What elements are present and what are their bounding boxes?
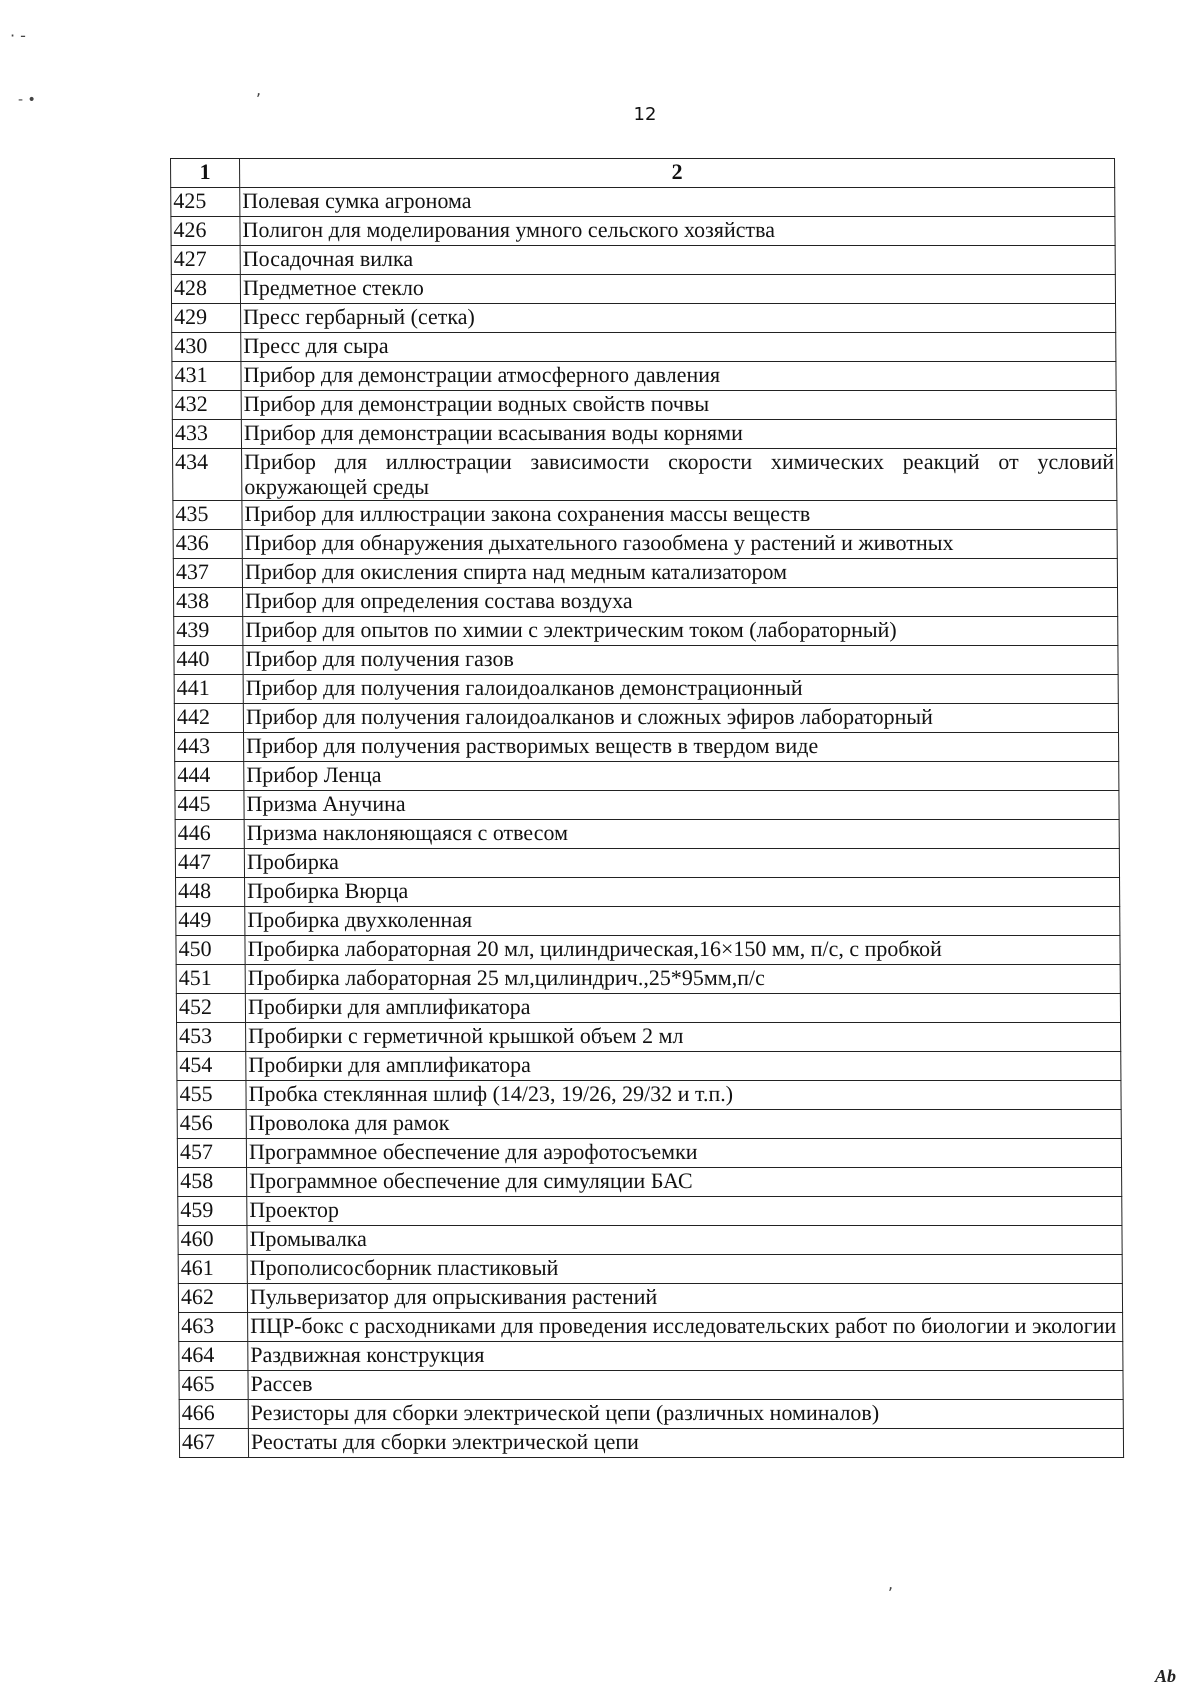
items-table [170, 158, 1124, 1458]
row-item-name: Прибор для получения галоидоалканов и сложных эфиров лабораторный [243, 703, 1118, 732]
row-item-name: Пресс гербарный (сетка) [241, 304, 1116, 333]
row-item-name: Прибор для демонстрации всасывания воды корнями [241, 420, 1116, 449]
column-header-name: 2 [240, 159, 1115, 188]
row-number: 442 [174, 703, 243, 732]
row-item-name: Раздвижная конструкция [248, 1341, 1123, 1370]
row-item-name: Пульверизатор для опрыскивания растений [247, 1283, 1122, 1312]
row-number: 436 [173, 529, 242, 558]
row-number: 461 [178, 1254, 247, 1283]
row-number: 445 [175, 790, 244, 819]
table-row [171, 188, 1115, 217]
row-item-name: Программное обеспечение для аэрофотосъемки [246, 1138, 1121, 1167]
row-number: 459 [178, 1196, 247, 1225]
scan-speck: - • [18, 92, 36, 108]
table-row [172, 333, 1116, 362]
row-item-name: Полевая сумка агронома [240, 188, 1115, 217]
row-number: 427 [171, 246, 240, 275]
row-number: 448 [176, 877, 245, 906]
table-row [178, 1196, 1122, 1225]
row-item-name: Призма наклоняющаяся с отвесом [244, 819, 1119, 848]
table-row [178, 1254, 1122, 1283]
row-number: 437 [173, 558, 242, 587]
row-number: 433 [172, 420, 241, 449]
table-row [175, 790, 1119, 819]
row-number: 466 [179, 1399, 248, 1428]
table-row [174, 616, 1118, 645]
table-row [173, 587, 1117, 616]
table-row [172, 420, 1116, 449]
row-number: 451 [176, 964, 245, 993]
row-item-name: Призма Анучина [244, 790, 1119, 819]
row-item-name: Рассев [248, 1370, 1123, 1399]
row-item-name: Прибор для опытов по химии с электрическим током (лабораторный) [243, 616, 1118, 645]
scan-speck: , [256, 80, 262, 99]
row-item-name: Проволока для рамок [246, 1109, 1121, 1138]
row-number: 432 [172, 391, 241, 420]
row-number: 431 [172, 362, 241, 391]
row-item-name: Пробирки с герметичной крышкой объем 2 мл [246, 1022, 1121, 1051]
row-item-name: Прибор для демонстрации водных свойств почвы [241, 391, 1116, 420]
table-row [176, 964, 1120, 993]
table-row [173, 558, 1117, 587]
row-item-name: Прибор для окисления спирта над медным катализатором [242, 558, 1117, 587]
table-row [175, 848, 1119, 877]
row-number: 463 [179, 1312, 248, 1341]
row-item-name: Прибор Ленца [244, 761, 1119, 790]
table-row [176, 906, 1120, 935]
table-row [179, 1428, 1123, 1457]
row-item-name: Прибор для получения галоидоалканов демонстрационный [243, 674, 1118, 703]
table-row [178, 1167, 1122, 1196]
table-row [171, 217, 1115, 246]
row-number: 454 [177, 1051, 246, 1080]
row-number: 440 [174, 645, 243, 674]
row-number: 455 [177, 1080, 246, 1109]
table-row [178, 1283, 1122, 1312]
row-number: 450 [176, 935, 245, 964]
table-row [178, 1225, 1122, 1254]
row-number: 465 [179, 1370, 248, 1399]
table-row [172, 391, 1116, 420]
row-number: 425 [171, 188, 240, 217]
table-row [177, 1109, 1121, 1138]
row-number: 452 [176, 993, 245, 1022]
row-item-name: Пробка стеклянная шлиф (14/23, 19/26, 29/32 и т.п.) [246, 1080, 1121, 1109]
row-item-name: Прибор для иллюстрации закона сохранения массы веществ [242, 500, 1117, 529]
row-item-name: Прибор для обнаружения дыхательного газообмена у растений и животных [242, 529, 1117, 558]
table-row [177, 1051, 1121, 1080]
row-number: 428 [171, 275, 240, 304]
row-number: 456 [177, 1109, 246, 1138]
table-row [174, 645, 1118, 674]
table-row [172, 362, 1116, 391]
row-number: 438 [173, 587, 242, 616]
table-row [173, 500, 1117, 529]
row-item-name: Пробирка лабораторная 25 мл,цилиндрич.,25*95мм,п/с [245, 964, 1120, 993]
table-row [171, 246, 1115, 275]
row-item-name: Пробирка Вюрца [245, 877, 1120, 906]
row-item-name: Пробирки для амплификатора [245, 993, 1120, 1022]
row-number: 462 [178, 1283, 247, 1312]
scan-speck: · - [10, 26, 26, 45]
row-item-name: Прибор для демонстрации атмосферного давления [241, 362, 1116, 391]
row-item-name: ПЦР-бокс с расходниками для проведения исследовательских работ по биологии и экологии [248, 1312, 1123, 1341]
table-header-row [171, 159, 1115, 188]
row-number: 447 [175, 848, 244, 877]
column-header-number: 1 [171, 159, 240, 188]
table-row [176, 877, 1120, 906]
row-number: 458 [178, 1167, 247, 1196]
row-number: 449 [176, 906, 245, 935]
table-row [177, 1080, 1121, 1109]
row-number: 435 [173, 500, 242, 529]
row-item-name: Резисторы для сборки электрической цепи (различных номиналов) [248, 1399, 1123, 1428]
table-row [177, 1022, 1121, 1051]
table-body [171, 188, 1124, 1458]
row-number: 467 [179, 1428, 248, 1457]
table-row [175, 819, 1119, 848]
row-number: 464 [179, 1341, 248, 1370]
table-row [172, 304, 1116, 333]
row-number: 430 [172, 333, 241, 362]
row-item-name: Прополисосборник пластиковый [247, 1254, 1122, 1283]
table-row [179, 1399, 1123, 1428]
row-item-name: Посадочная вилка [240, 246, 1115, 275]
table-row [177, 1138, 1121, 1167]
row-item-name: Прибор для получения газов [243, 645, 1118, 674]
row-number: 444 [175, 761, 244, 790]
row-number: 441 [174, 674, 243, 703]
table-row [173, 529, 1117, 558]
table-row [179, 1312, 1123, 1341]
row-item-name: Пробирка лабораторная 20 мл, цилиндрическая,16×150 мм, п/с, с пробкой [245, 935, 1120, 964]
table-row [171, 275, 1115, 304]
row-item-name: Пробирки для амплификатора [246, 1051, 1121, 1080]
row-number: 426 [171, 217, 240, 246]
row-item-name: Прибор для определения состава воздуха [242, 587, 1117, 616]
row-number: 453 [177, 1022, 246, 1051]
table-row [179, 1341, 1123, 1370]
row-item-name: Пробирка [244, 848, 1119, 877]
row-item-name: Прибор для получения растворимых веществ в твердом виде [244, 732, 1119, 761]
row-item-name: Прибор для иллюстрации зависимости скорости химических реакций от условий окружающей среды [242, 449, 1117, 501]
page-number: 12 [633, 104, 657, 125]
row-item-name: Полигон для моделирования умного сельского хозяйства [240, 217, 1115, 246]
table-row [173, 449, 1117, 501]
scan-speck: , [888, 1574, 894, 1593]
signature: Ab [1155, 1666, 1177, 1686]
row-number: 446 [175, 819, 244, 848]
table-row [174, 674, 1118, 703]
row-number: 434 [173, 449, 242, 501]
table-row [174, 703, 1118, 732]
table-row [175, 732, 1119, 761]
row-item-name: Реостаты для сборки электрической цепи [248, 1428, 1123, 1457]
row-number: 457 [177, 1138, 246, 1167]
row-item-name: Пресс для сыра [241, 333, 1116, 362]
table-row [175, 761, 1119, 790]
row-number: 439 [174, 616, 243, 645]
row-number: 443 [175, 732, 244, 761]
row-item-name: Промывалка [247, 1225, 1122, 1254]
row-item-name: Проектор [247, 1196, 1122, 1225]
row-item-name: Программное обеспечение для симуляции БАС [247, 1167, 1122, 1196]
items-table-container [170, 158, 1124, 1458]
table-row [176, 993, 1120, 1022]
row-number: 460 [178, 1225, 247, 1254]
table-row [179, 1370, 1123, 1399]
row-number: 429 [172, 304, 241, 333]
row-item-name: Предметное стекло [240, 275, 1115, 304]
row-item-name: Пробирка двухколенная [245, 906, 1120, 935]
table-row [176, 935, 1120, 964]
